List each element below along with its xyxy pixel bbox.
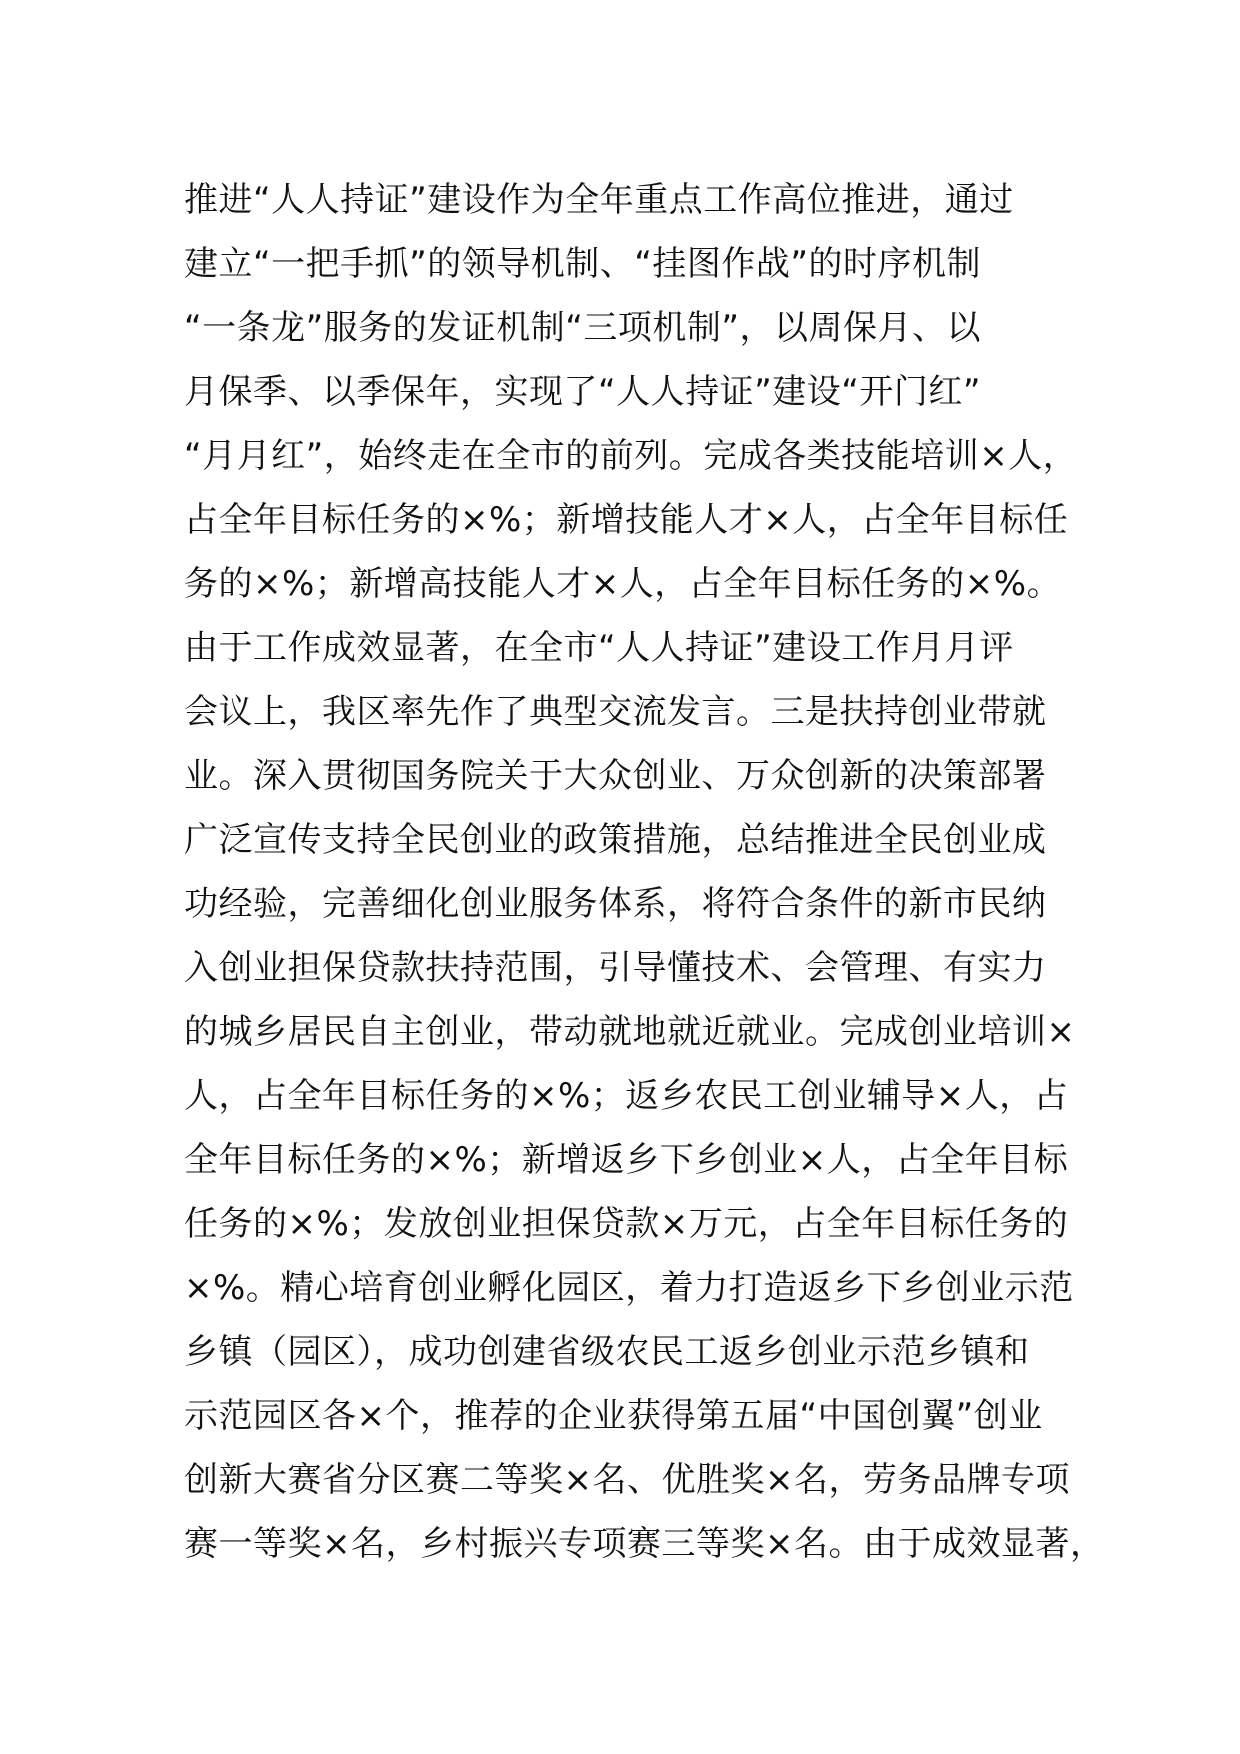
text-line-1: 推进“人人持证”建设作为全年重点工作高位推进，通过 bbox=[184, 180, 1014, 220]
text-line-11: 广泛宣传支持全民创业的政策措施，总结推进全民创业成 bbox=[184, 820, 1047, 860]
text-line-3: “一条龙”服务的发证机制“三项机制”，以周保月、以 bbox=[184, 308, 981, 348]
text-line-15: 人，占全年目标任务的×%；返乡农民工创业辅导×人，占 bbox=[184, 1076, 1069, 1116]
text-line-8: 由于工作成效显著，在全市“人人持证”建设工作月月评 bbox=[184, 628, 1014, 668]
text-line-17: 任务的×%；发放创业担保贷款×万元，占全年目标任务的 bbox=[184, 1204, 1069, 1244]
text-line-9: 会议上，我区率先作了典型交流发言。三是扶持创业带就 bbox=[184, 692, 1047, 732]
text-line-5: “月月红”，始终走在全市的前列。完成各类技能培训×人， bbox=[184, 436, 1078, 476]
text-line-18: ×%。精心培育创业孵化园区，着力打造返乡下乡创业示范 bbox=[184, 1268, 1074, 1308]
text-line-6: 占全年目标任务的×%；新增技能人才×人，占全年目标任 bbox=[184, 500, 1069, 540]
text-line-14: 的城乡居民自主创业，带动就地就近就业。完成创业培训× bbox=[184, 1012, 1076, 1052]
text-line-22: 赛一等奖×名，乡村振兴专项赛三等奖×名。由于成效显著， bbox=[184, 1524, 1105, 1564]
text-line-2: 建立“一把手抓”的领导机制、“挂图作战”的时序机制 bbox=[184, 244, 981, 284]
text-line-16: 全年目标任务的×%；新增返乡下乡创业×人，占全年目标 bbox=[184, 1140, 1069, 1180]
text-line-7: 务的×%；新增高技能人才×人，占全年目标任务的×%。 bbox=[184, 564, 1062, 604]
text-line-4: 月保季、以季保年，实现了“人人持证”建设“开门红” bbox=[184, 372, 981, 412]
text-line-20: 示范园区各×个，推荐的企业获得第五届“中国创翼”创业 bbox=[184, 1396, 1043, 1436]
text-line-12: 功经验，完善细化创业服务体系，将符合条件的新市民纳 bbox=[184, 884, 1047, 924]
text-line-19: 乡镇（园区），成功创建省级农民工返乡创业示范乡镇和 bbox=[184, 1332, 1030, 1372]
body-text bbox=[184, 168, 1105, 1576]
text-line-10: 业。深入贯彻国务院关于大众创业、万众创新的决策部署 bbox=[184, 756, 1047, 796]
text-line-13: 入创业担保贷款扶持范围，引导懂技术、会管理、有实力 bbox=[184, 948, 1047, 988]
text-line-21: 创新大赛省分区赛二等奖×名、优胜奖×名，劳务品牌专项 bbox=[184, 1460, 1070, 1500]
